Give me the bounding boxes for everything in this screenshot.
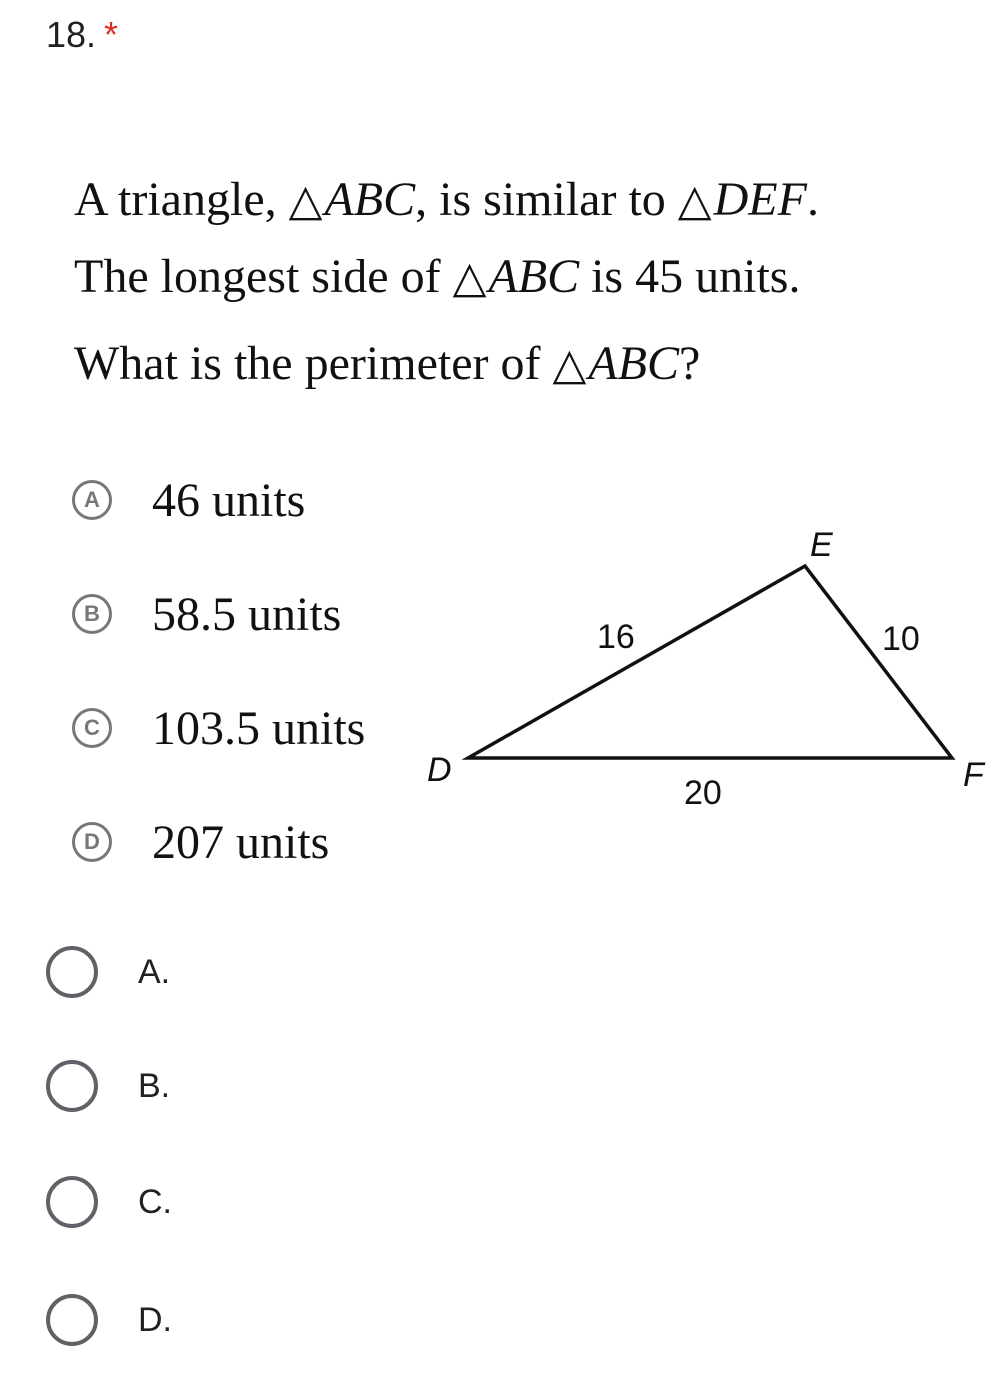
answer-choice-a bbox=[72, 470, 305, 530]
prompt-text: The longest side of bbox=[74, 250, 453, 303]
prompt-text: A triangle, bbox=[74, 173, 289, 226]
answer-choice-c bbox=[72, 698, 365, 758]
vertex-d-label: D bbox=[427, 751, 452, 789]
option-d-label: D. bbox=[138, 1300, 172, 1339]
answer-choice-b bbox=[72, 584, 341, 644]
question-header bbox=[46, 14, 118, 56]
choice-c-badge-icon: C bbox=[72, 708, 112, 748]
question-number: 18. bbox=[46, 14, 97, 55]
radio-a[interactable] bbox=[46, 946, 98, 998]
option-a[interactable] bbox=[46, 942, 170, 1002]
option-b[interactable] bbox=[46, 1056, 170, 1116]
prompt-text: . bbox=[806, 173, 819, 226]
option-c[interactable] bbox=[46, 1172, 172, 1232]
option-a-label: A. bbox=[138, 952, 171, 991]
side-df-label: 20 bbox=[684, 774, 722, 812]
vertex-f-label: F bbox=[963, 756, 984, 794]
side-de-label: 16 bbox=[597, 618, 635, 656]
prompt-text: is 45 units. bbox=[579, 250, 801, 303]
triangle-def: DEF bbox=[713, 173, 807, 226]
prompt-text: What is the perimeter of bbox=[74, 337, 553, 390]
choice-b-badge-icon: B bbox=[72, 594, 112, 634]
vertex-e-label: E bbox=[810, 526, 833, 564]
triangle-symbol: △ bbox=[677, 176, 712, 225]
triangle-symbol: △ bbox=[288, 176, 323, 225]
prompt-text: , is similar to bbox=[415, 173, 678, 226]
radio-b[interactable] bbox=[46, 1060, 98, 1112]
prompt-line-3 bbox=[74, 336, 994, 391]
radio-d[interactable] bbox=[46, 1294, 98, 1346]
choice-d-text: 207 units bbox=[152, 815, 330, 869]
prompt-text: ? bbox=[678, 337, 701, 390]
choice-c-text: 103.5 units bbox=[152, 701, 366, 755]
side-ef-label: 10 bbox=[882, 620, 920, 658]
radio-c[interactable] bbox=[46, 1176, 98, 1228]
answer-choice-d bbox=[72, 812, 329, 872]
triangle-outline bbox=[468, 566, 952, 758]
option-c-label: C. bbox=[138, 1182, 172, 1221]
triangle-symbol: △ bbox=[552, 340, 587, 389]
choice-a-badge-icon: A bbox=[72, 480, 112, 520]
triangle-abc: ABC bbox=[324, 173, 416, 226]
option-b-label: B. bbox=[138, 1066, 171, 1105]
prompt-line-2 bbox=[74, 249, 994, 304]
choice-d-badge-icon: D bbox=[72, 822, 112, 862]
prompt-line-1 bbox=[74, 172, 994, 227]
triangle-symbol: △ bbox=[452, 253, 487, 302]
option-d[interactable] bbox=[46, 1290, 172, 1350]
triangle-abc: ABC bbox=[488, 250, 580, 303]
triangle-abc: ABC bbox=[588, 337, 679, 390]
triangle-def-figure bbox=[410, 515, 1000, 815]
choice-a-text: 46 units bbox=[152, 473, 306, 527]
required-asterisk: * bbox=[104, 14, 119, 55]
choice-b-text: 58.5 units bbox=[152, 587, 342, 641]
